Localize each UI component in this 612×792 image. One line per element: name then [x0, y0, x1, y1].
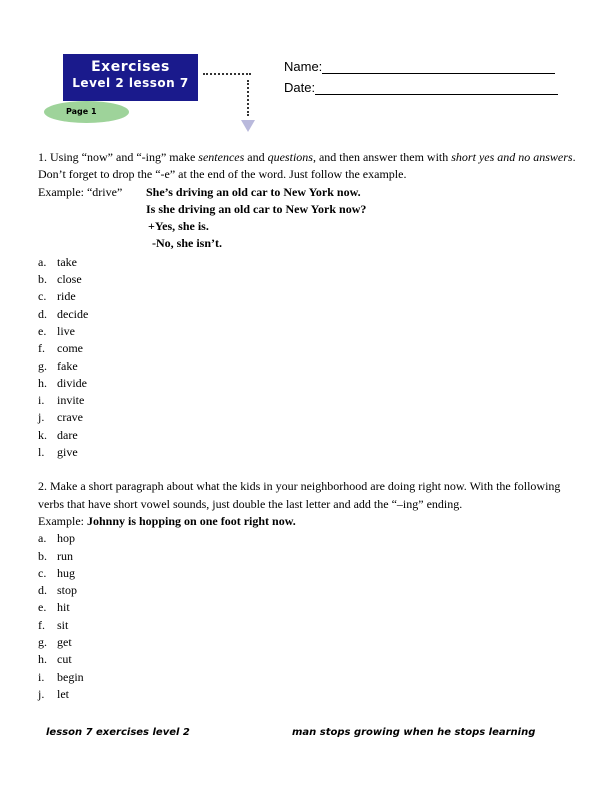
list-item: b. run	[38, 548, 73, 563]
list-item: k. dare	[38, 427, 78, 442]
list-item: e. hit	[38, 600, 70, 615]
title-box	[63, 54, 198, 101]
page-badge: Page 1	[44, 101, 129, 123]
name-label: Name:	[284, 59, 323, 74]
list-item: i. invite	[38, 393, 85, 408]
list-item: g. fake	[38, 358, 78, 373]
list-item: h. cut	[38, 652, 72, 667]
date-label: Date:	[284, 80, 316, 95]
exercise2-instructions: 2. Make a short paragraph about what the kids in your neighborhood are doing right now. With the following verbs that have short vowel sounds, just double the last letter and add the “–ing” ending.	[38, 479, 561, 511]
list-item: h. divide	[38, 375, 87, 390]
list-item: e. live	[38, 323, 75, 338]
exercise1-word-list	[38, 254, 578, 462]
title-line1: Exercises	[91, 59, 170, 75]
list-item: a. take	[38, 254, 77, 269]
exercise2-word-list	[38, 530, 578, 703]
name-field[interactable]	[284, 59, 555, 74]
dotted-connector-vertical	[247, 80, 249, 116]
list-item: d. decide	[38, 306, 89, 321]
title-line2: Level 2 lesson 7	[72, 76, 189, 90]
list-item: f. sit	[38, 617, 69, 632]
example1-line: -No, she isn’t.	[152, 236, 223, 251]
example2: Example: Johnny is hopping on one foot right now.	[38, 513, 296, 528]
dotted-connector-horizontal	[203, 73, 251, 75]
list-item: d. stop	[38, 583, 78, 598]
example1-row	[38, 184, 578, 201]
example1-line: +Yes, she is.	[148, 219, 209, 234]
example1-line: Is she driving an old car to New York now?	[146, 201, 367, 216]
name-line[interactable]	[322, 60, 555, 74]
list-item: l. give	[38, 445, 78, 460]
example1-line: She’s driving an old car to New York now.	[146, 184, 361, 199]
list-item: g. get	[38, 635, 72, 650]
list-item: c. hug	[38, 565, 75, 580]
list-item: f. come	[38, 341, 83, 356]
list-item: a. hop	[38, 531, 75, 546]
date-line[interactable]	[315, 81, 558, 95]
down-arrow-icon	[241, 120, 255, 132]
list-item: b. close	[38, 272, 82, 287]
list-item: i. begin	[38, 669, 84, 684]
list-item: j. let	[38, 686, 69, 701]
footer-left: lesson 7 exercises level 2	[46, 727, 190, 738]
example1-label: Example: “drive”	[38, 184, 123, 199]
list-item: j. crave	[38, 410, 83, 425]
list-item: c. ride	[38, 289, 76, 304]
footer-right: man stops growing when he stops learning	[292, 727, 536, 738]
exercise1-instructions: 1. Using “now” and “-ing” make sentences and questions, and then answer them with short yes and no answers. Don’t forget to drop the “-e” at the end of the word. Just follow the example.	[38, 150, 576, 182]
worksheet-content	[38, 149, 578, 703]
date-field[interactable]	[284, 80, 558, 95]
